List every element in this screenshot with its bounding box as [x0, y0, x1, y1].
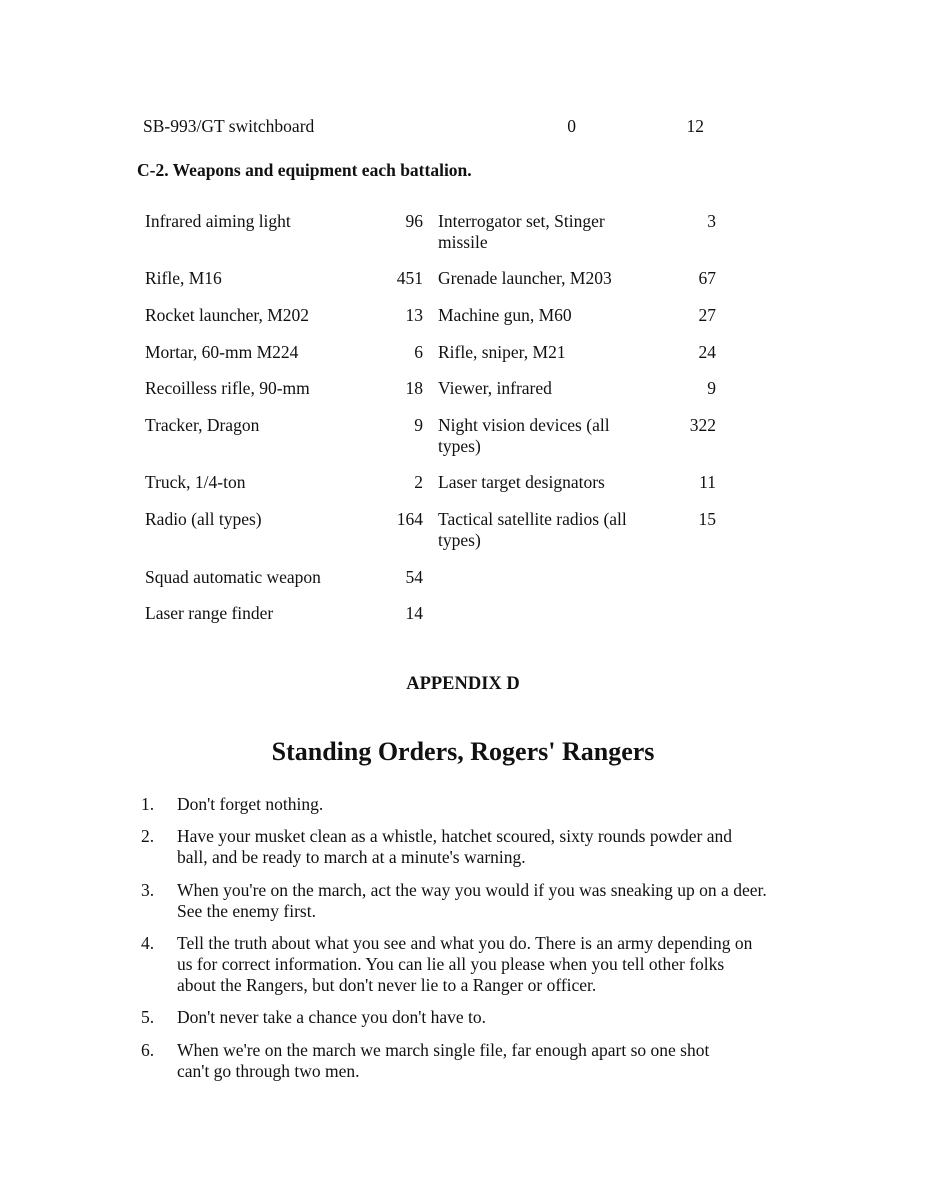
weapon-qty: 451 — [396, 268, 423, 288]
weapon-name: Night vision devices (all types) — [438, 415, 610, 456]
weapon-qty: 9 — [707, 378, 716, 398]
weapon-name: Machine gun, M60 — [438, 305, 572, 325]
weapon-name: Rocket launcher, M202 — [145, 305, 310, 325]
weapon-name: Infrared aiming light — [145, 211, 291, 231]
weapon-qty: 14 — [405, 603, 423, 623]
weapon-name: Squad automatic weapon — [145, 567, 321, 587]
weapon-name: Laser target designators — [438, 472, 605, 492]
weapon-qty: 67 — [698, 268, 716, 288]
weapon-qty: 18 — [405, 378, 423, 398]
weapon-name: Grenade launcher, M203 — [438, 268, 612, 288]
weapon-qty: 15 — [698, 509, 716, 529]
weapon-qty: 24 — [698, 342, 716, 362]
weapon-qty: 322 — [689, 415, 716, 435]
weapon-qty: 96 — [405, 211, 423, 231]
appendix-label: APPENDIX D — [406, 674, 520, 694]
order-text: When we're on the march we march single file, far enough apart so one shot can't go through two men. — [177, 1040, 710, 1081]
weapon-name: Interrogator set, Stinger missile — [438, 211, 605, 252]
weapon-name: Laser range finder — [145, 603, 274, 623]
order-text: Tell the truth about what you see and what you do. There is an army depending on us for correct information. You can lie all you please when you tell other folks about the Rangers, but don't never lie to a Ranger or officer. — [177, 933, 753, 995]
order-text: When you're on the march, act the way you would if you was sneaking up on a deer. See the enemy first. — [177, 880, 767, 921]
weapon-name: Viewer, infrared — [438, 378, 552, 398]
weapon-qty: 13 — [405, 305, 423, 325]
top-row-item: SB-993/GT switchboard — [143, 116, 315, 136]
order-number: 6. — [141, 1040, 155, 1060]
weapon-name: Tracker, Dragon — [145, 415, 260, 435]
order-text: Don't never take a chance you don't have to. — [177, 1007, 487, 1027]
order-text: Have your musket clean as a whistle, hatchet scoured, sixty rounds powder and ball, and be ready to march at a minute's warning. — [177, 826, 732, 867]
weapon-name: Rifle, sniper, M21 — [438, 342, 566, 362]
weapon-name: Rifle, M16 — [145, 268, 222, 288]
weapon-name: Mortar, 60-mm M224 — [145, 342, 299, 362]
weapon-qty: 9 — [414, 415, 423, 435]
order-number: 4. — [141, 933, 155, 953]
order-number: 1. — [141, 794, 155, 814]
top-row-col2: 12 — [686, 116, 704, 136]
weapon-qty: 2 — [414, 472, 423, 492]
weapon-qty: 27 — [698, 305, 716, 325]
order-number: 2. — [141, 826, 155, 846]
weapon-name: Tactical satellite radios (all types) — [438, 509, 627, 550]
weapon-qty: 3 — [707, 211, 716, 231]
weapon-qty: 164 — [396, 509, 423, 529]
order-text: Don't forget nothing. — [177, 794, 324, 814]
order-number: 5. — [141, 1007, 155, 1027]
weapon-name: Radio (all types) — [145, 509, 262, 529]
weapon-qty: 6 — [414, 342, 423, 362]
weapon-qty: 11 — [699, 472, 716, 492]
weapon-name: Recoilless rifle, 90-mm — [145, 378, 310, 398]
top-row-col1: 0 — [567, 116, 576, 136]
weapon-qty: 54 — [405, 567, 423, 587]
weapon-name: Truck, 1/4-ton — [145, 472, 246, 492]
page-title: Standing Orders, Rogers' Rangers — [271, 737, 655, 766]
section-heading: C-2. Weapons and equipment each battalion. — [137, 160, 472, 180]
order-number: 3. — [141, 880, 155, 900]
